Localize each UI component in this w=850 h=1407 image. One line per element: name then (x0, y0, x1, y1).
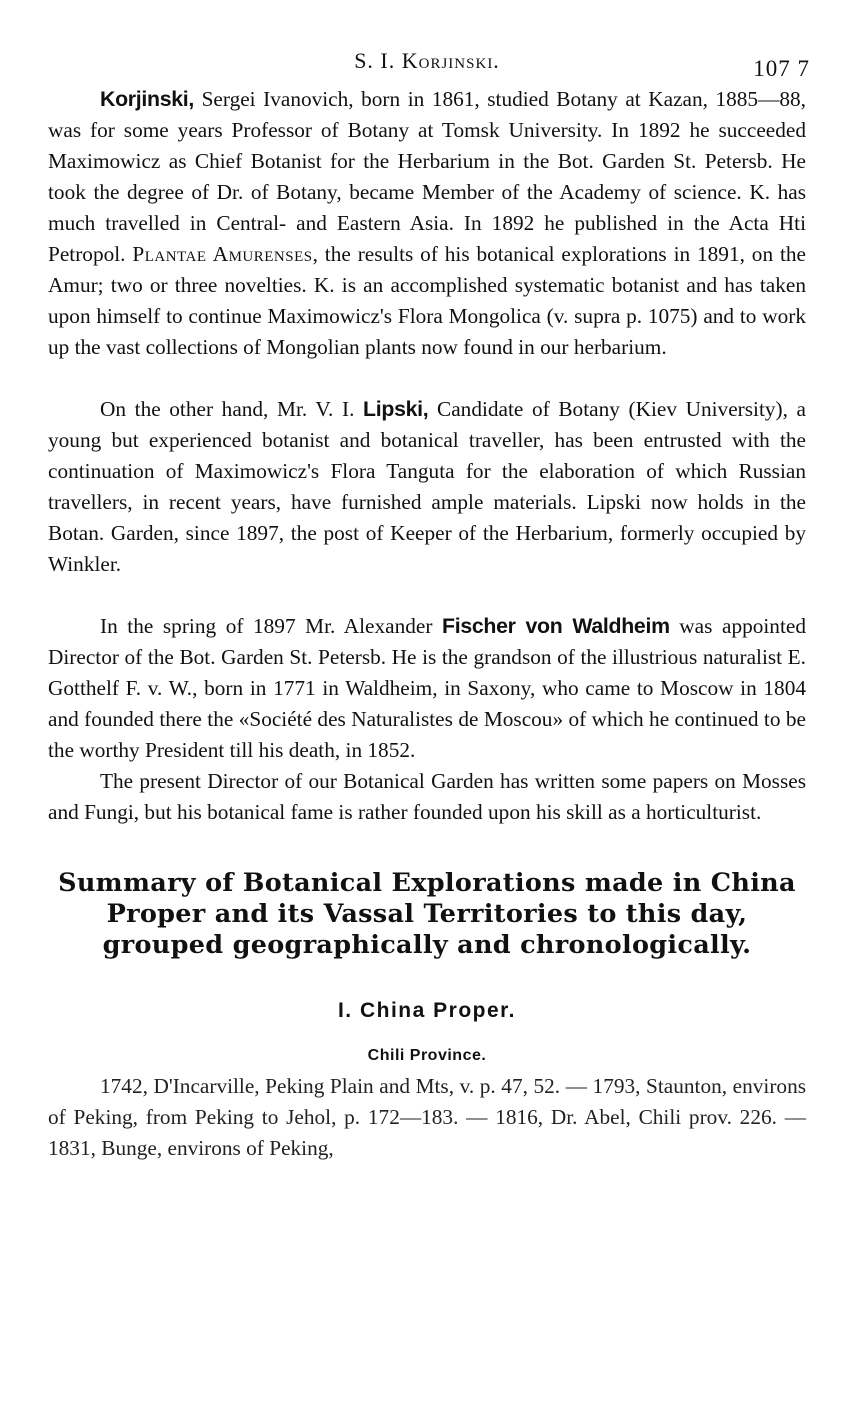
korjinski-paragraph (48, 84, 806, 363)
korjinski-text-2: , the results of his botanical explorations in 1891, on the Amur; two or three novelties. K. is an accomplished systematic botanist and has taken upon himself to continue Maximowicz's Flora Mongolica (v. supra p. 1075) and to work up the vast collections of Mongolian plants now found in our herbarium. (48, 242, 806, 359)
fischer-name: Fischer von Waldheim (442, 614, 670, 638)
fischer-text-2: was appointed Director of the Bot. Garden St. Petersb. He is the grandson of the illustrious naturalist E. Gotthelf F. v. W., born in 1771 in Waldheim, in Saxony, who came to Moscow in 1804 and founded there the «Société des Naturalistes de Moscou» of which he continued to be the worthy President till his death, in 1852. (48, 614, 806, 762)
lipski-text-2: Candidate of Botany (Kiev University), a young but experienced botanist and botanical traveller, has been entrusted with the continuation of Maximowicz's Flora Tanguta for the elaboration of which Russian travellers, in recent years, have furnished ample materials. Lipski now holds in the Botan. Garden, since 1897, the post of Keeper of the Herbarium, formerly occupied by Winkler. (48, 397, 806, 576)
lipski-paragraph (48, 394, 806, 580)
fischer-paragraph-2: The present Director of our Botanical Garden has written some papers on Mosses and Fungi, but his botanical fame is rather founded upon his skill as a horticulturist. (48, 769, 806, 824)
running-head (48, 48, 810, 84)
summary-heading: Summary of Botanical Explorations made in China Proper and its Vassal Territories to this day, grouped geographically and chronologically. (58, 868, 796, 960)
fischer-paragraph (48, 611, 806, 766)
korjinski-text-1: Sergei Ivanovich, born in 1861, studied Botany at Kazan, 1885—88, was for some years Professor of Botany at Tomsk University. In 1892 he succeeded Maximowicz as Chief Botanist for the Herbarium in the Bot. Garden St. Petersb. He took the degree of Dr. of Botany, became Member of the Academy of science. K. has much travelled in Central- and Eastern Asia. In 1892 he published in the Acta Hti Petropol. (48, 87, 806, 266)
page (48, 48, 810, 1164)
page-number: 107 7 (753, 56, 810, 81)
chili-entries: 1742, D'Incarville, Peking Plain and Mts, v. p. 47, 52. — 1793, Staunton, environs of Peking, from Peking to Jehol, p. 172—183. — 1816, Dr. Abel, Chili prov. 226. — 1831, Bunge, environs of Peking, (48, 1074, 806, 1160)
paragraph-gap (48, 363, 806, 394)
plantae-amurenses-title: Plantae Amurenses (132, 242, 313, 266)
paragraph-gap (48, 580, 806, 611)
lipski-text-1: On the other hand, Mr. V. I. (100, 397, 364, 421)
korjinski-name: Korjinski, (100, 87, 195, 111)
section-heading: I. China Proper. (337, 999, 517, 1022)
lipski-name: Lipski, (363, 397, 429, 421)
running-head-author: S. I. Korjinski. (354, 48, 500, 73)
sub-heading: Chili Province. (367, 1047, 487, 1064)
fischer-text-1: In the spring of 1897 Mr. Alexander (100, 614, 442, 638)
